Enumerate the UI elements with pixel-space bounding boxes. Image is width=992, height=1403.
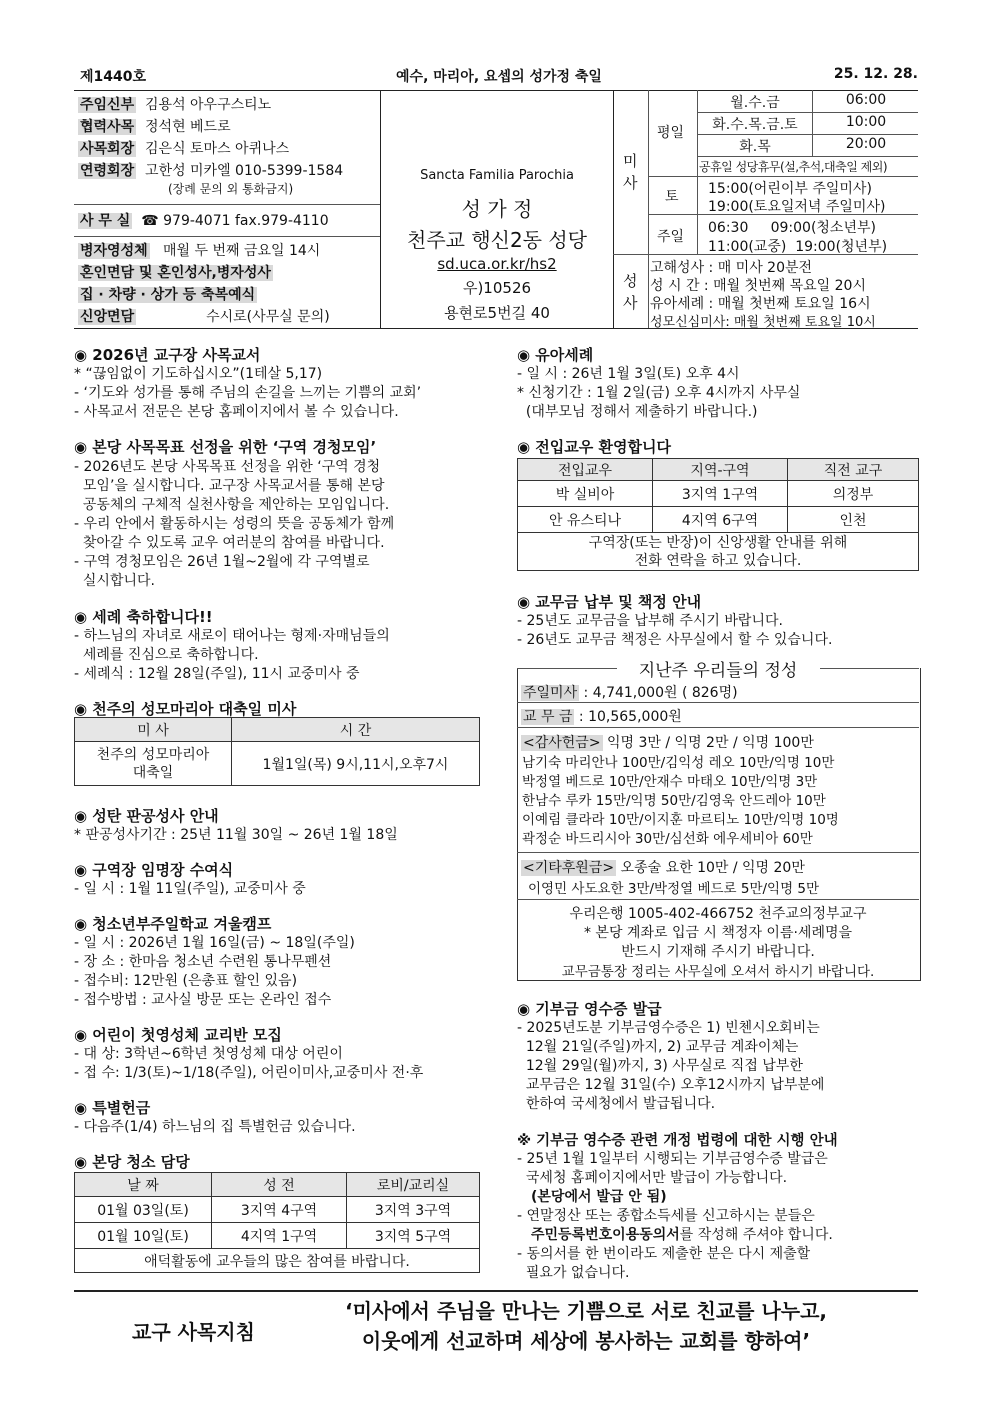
table-header: 직전 교구 — [788, 459, 919, 481]
divider — [517, 702, 919, 703]
table-cell: 01월 03일(토) — [75, 1197, 212, 1223]
weekday-2-time: 10:00 — [845, 114, 887, 130]
thanks-offering-line: 남기숙 마리안나 100만/김익성 레오 10만/익명 10만 — [522, 755, 835, 771]
table-header: 시 간 — [232, 718, 480, 742]
bank-account: 우리은행 1005-402-466752 천주교의정부교구 — [569, 906, 867, 922]
council-label: 사목회장 — [80, 141, 135, 157]
sick-schedule: 매월 두 번째 금요일 14시 — [162, 243, 321, 259]
divider — [697, 156, 918, 157]
law-notice-line: 를 작성해 주셔야 합니다. — [679, 1227, 833, 1243]
law-notice-line: (본당에서 발급 안 됨) — [531, 1189, 667, 1205]
parish-latin: Sancta Familia Parochia — [420, 168, 574, 183]
top-rule — [74, 90, 918, 91]
footer-label: 교구 사목지침 — [132, 1320, 255, 1344]
weekday-1-days: 월.수.금 — [730, 95, 780, 111]
receipt-line: 12월 29일(월)까지, 3) 사무실로 직접 납부한 — [517, 1058, 803, 1074]
listening-meeting-line: - 2026년도 본당 사목목표 선정을 위한 ‘구역 경청 — [74, 459, 381, 475]
divider — [517, 852, 919, 853]
table-header: 성 전 — [212, 1173, 347, 1197]
newcomers-table — [517, 458, 919, 571]
feast-title: 예수, 마리아, 요셉의 성가정 축일 — [396, 69, 602, 85]
table-header: 전입교우 — [518, 459, 653, 481]
listening-meeting-line: - 우리 안에서 활동하시는 성령의 뜻을 공동체가 함께 — [74, 516, 395, 532]
saturday-label: 토 — [665, 189, 679, 205]
dues-total-label: 교 무 금 — [523, 709, 573, 725]
camp-line: - 접수비: 12만원 (은총표 할인 있음) — [74, 973, 298, 989]
divider — [74, 204, 380, 205]
receipt-line: 교무금은 12월 31일(수) 오후12시까지 납부분에 — [517, 1077, 825, 1093]
receipt-line: - 2025년도분 기부금영수증은 1) 빈첸시오회비는 — [517, 1020, 820, 1036]
bank-note: * 본당 계좌로 입금 시 책정자 이름·세례명을 — [583, 925, 853, 941]
receipt-title: ◉ 기부금 영수증 발급 — [517, 1000, 662, 1018]
table-header: 미 사 — [75, 718, 232, 742]
newcomers-title: ◉ 전입교우 환영합니다 — [517, 438, 671, 456]
other-donation-line: 오종술 요한 10만 / 익명 20만 — [616, 860, 805, 876]
table-header: 날 짜 — [75, 1173, 212, 1197]
divider — [648, 90, 649, 328]
law-notice-line: - 동의서를 한 번이라도 제출한 분은 다시 제출할 — [517, 1246, 811, 1262]
camp-title: ◉ 청소년부주일학교 겨울캠프 — [74, 915, 272, 933]
table-cell: 3지역 5구역 — [347, 1223, 480, 1249]
thanks-offering-line: 한남수 루카 15만/익명 50만/김영욱 안드레아 10만 — [522, 793, 826, 809]
bank-note: 반드시 기재해 주시기 바랍니다. — [621, 944, 815, 960]
footer-motto-line: 이웃에게 선교하며 세상에 봉사하는 교회를 향하여’ — [361, 1329, 811, 1353]
table-cell: 3지역 3구역 — [347, 1197, 480, 1223]
pastoral-letter-title: ◉ 2026년 교구장 사목교서 — [74, 346, 261, 364]
issue-date: 25. 12. 28. — [833, 66, 918, 82]
weekday-2-days: 화.수.목.금.토 — [712, 117, 798, 133]
appointment-title: ◉ 구역장 임명장 수여식 — [74, 861, 234, 879]
infant-baptism-title: ◉ 유아세례 — [517, 346, 594, 364]
mass-label: 미 사 — [623, 152, 638, 192]
parish-name: 성 가 정 — [461, 197, 533, 221]
infant-baptism-line: * 신청기간 : 1월 2일(금) 오후 4시까지 사무실 — [517, 385, 801, 401]
sunday-mass-1: 06:30 09:00(청소년부) — [708, 220, 876, 236]
table-cell: 3지역 1구역 — [653, 481, 788, 507]
faith-label: 신앙면담 — [80, 309, 135, 325]
parish-info — [382, 92, 612, 323]
listening-meeting-title: ◉ 본당 사목목표 선정을 위한 ‘구역 경청모임’ — [74, 438, 377, 456]
marian-mass-info: 성모신심미사: 매월 첫번째 토요일 10시 — [650, 315, 876, 330]
camp-line: - 일 시 : 2026년 1월 16일(금) ~ 18일(주일) — [74, 935, 355, 951]
pastoral-letter-line: - 사목교서 전문은 본당 홈페이지에서 볼 수 있습니다. — [74, 404, 399, 420]
solemnity-mass-table — [74, 717, 480, 786]
cleaning-title: ◉ 본당 청소 담당 — [74, 1153, 190, 1171]
infant-baptism-info: 유아세례 : 매월 첫번째 토요일 16시 — [650, 296, 871, 312]
law-notice-title: ※ 기부금 영수증 관련 개정 법령에 대한 시행 안내 — [517, 1133, 838, 1149]
divider — [648, 176, 918, 177]
marriage-label: 혼인면담 및 혼인성사,병자성사 — [80, 265, 271, 281]
baptism-line: - 세례식 : 12월 28일(주일), 11시 교중미사 중 — [74, 666, 360, 682]
council-name: 김은식 토마스 아퀴나스 — [145, 141, 290, 157]
thanks-offering-line: 박정열 베드로 10만/안재수 마태오 10만/익명 3만 — [522, 774, 818, 790]
pastor-name: 김용석 아우구스티노 — [145, 97, 272, 113]
infant-baptism-line: - 일 시 : 26년 1월 3일(토) 오후 4시 — [517, 366, 740, 382]
camp-line: - 접수방법 : 교사실 방문 또는 온라인 접수 — [74, 992, 332, 1008]
table-footer: 애덕활동에 교우들의 많은 참여를 바랍니다. — [75, 1249, 480, 1273]
office-label: 사 무 실 — [80, 213, 131, 229]
infant-baptism-line: (대부모님 정해서 제출하기 바랍니다.) — [517, 404, 758, 420]
footer-rule — [74, 1290, 918, 1292]
table-cell: 박 실비아 — [518, 481, 653, 507]
saturday-mass-1: 15:00(어린이부 주일미사) — [708, 181, 872, 197]
office-phone: ☎ 979-4071 fax.979-4110 — [141, 213, 329, 229]
pastoral-letter-line: * “끊임없이 기도하십시오”(1테살 5,17) — [74, 366, 323, 382]
confession-title: ◉ 성탄 판공성사 안내 — [74, 807, 219, 825]
table-header: 지역-구역 — [653, 459, 788, 481]
receipt-line: 한하여 국세청에서 발급됩니다. — [517, 1096, 716, 1112]
holy-hour-info: 성 시 간 : 매월 첫번째 목요일 20시 — [650, 278, 866, 294]
communion-class-title: ◉ 어린이 첫영성체 교리반 모집 — [74, 1026, 282, 1044]
table-cell: 4지역 1구역 — [212, 1223, 347, 1249]
listening-meeting-line: 공동체의 구체적 실천사항을 제안하는 모임입니다. — [74, 497, 390, 513]
table-footer-line: 구역장(또는 반장)이 신앙생활 안내를 위해 — [588, 534, 848, 551]
table-cell: 3지역 4구역 — [212, 1197, 347, 1223]
receipt-line: 12월 21일(주일)까지, 2) 교무금 계좌이체는 — [517, 1039, 799, 1055]
footer-motto — [296, 1296, 876, 1356]
baptism-line: - 하느님의 자녀로 새로이 태어나는 형제·자매님들의 — [74, 628, 390, 644]
deacon-name: 정석현 베드로 — [145, 119, 231, 135]
special-offering-title: ◉ 특별헌금 — [74, 1099, 151, 1117]
dues-line: - 26년도 교무금 책정은 사무실에서 할 수 있습니다. — [517, 632, 833, 648]
parish-address: 용현로5번길 40 — [444, 304, 550, 322]
bank-note: 교무금통장 정리는 사무실에 오셔서 하시기 바랍니다. — [561, 964, 875, 980]
divider — [697, 90, 698, 254]
communion-class-line: - 대 상: 3학년~6학년 첫영성체 대상 어린이 — [74, 1046, 343, 1062]
parish-url[interactable]: sd.uca.or.kr/hs2 — [437, 255, 557, 273]
law-notice-line: 필요가 없습니다. — [517, 1265, 630, 1281]
divider — [380, 90, 381, 328]
listening-meeting-line: - 구역 경청모임은 26년 1월~2월에 각 구역별로 — [74, 554, 370, 570]
baptism-line: 세례를 진심으로 축하합니다. — [74, 647, 259, 663]
dues-line: - 25년도 교무금을 납부해 주시기 바랍니다. — [517, 613, 783, 629]
other-donation-label: <기타후원금> — [523, 860, 615, 876]
weekday-note: 공휴일 성당휴무(설,추석,대축일 제외) — [699, 160, 888, 174]
weekday-3-time: 20:00 — [845, 136, 887, 152]
divider — [517, 727, 919, 728]
assoc-name: 고한성 미카엘 010-5399-1584 — [145, 163, 344, 179]
thanks-offering-line: 익명 3만 / 익명 2만 / 익명 100만 — [602, 735, 814, 751]
parish-zip: 우)10526 — [462, 279, 532, 297]
saturday-mass-2: 19:00(토요일저녁 주일미사) — [708, 199, 886, 215]
thanks-offering-line: 곽정순 바드리시아 30만/심선화 에우세비아 60만 — [522, 831, 813, 847]
confession-info: 고해성사 : 매 미사 20분전 — [650, 260, 813, 276]
baptism-title: ◉ 세례 축하합니다!! — [74, 608, 213, 626]
listening-meeting-line: 찾아갈 수 있도록 교우 여러분의 참여를 바랍니다. — [74, 535, 385, 551]
weekday-1-time: 06:00 — [845, 92, 887, 108]
cleaning-table — [74, 1172, 480, 1273]
offering-box-title: 지난주 우리들의 정성 — [638, 661, 798, 681]
weekday-3-days: 화.목 — [739, 139, 771, 155]
table-cell: 1월1일(목) 9시,11시,오후7시 — [232, 742, 480, 786]
assoc-label: 연령회장 — [80, 163, 135, 179]
divider — [517, 899, 919, 900]
divider — [613, 90, 614, 328]
pastoral-letter-line: - ‘기도와 성가를 통해 주님의 손길을 느끼는 기쁨의 교회’ — [74, 385, 422, 401]
sacrament-label: 성 사 — [623, 272, 638, 312]
divider — [812, 90, 813, 156]
footer-motto-line: ‘미사에서 주님을 만나는 기쁨으로 서로 친교를 나누고, — [344, 1299, 827, 1323]
table-cell: 01월 10일(토) — [75, 1223, 212, 1249]
bulletin-header — [80, 64, 918, 86]
special-offering-line: - 다음주(1/4) 하느님의 집 특별헌금 있습니다. — [74, 1119, 356, 1135]
table-header: 로비/교리실 — [347, 1173, 480, 1197]
sunday-offering-label: 주일미사 — [523, 685, 578, 701]
pastor-label: 주임신부 — [80, 97, 135, 113]
other-donation-line: 이영민 사도요한 3만/박정열 베드로 5만/익명 5만 — [528, 881, 820, 897]
camp-line: - 장 소 : 한마음 청소년 수련원 통나무펜션 — [74, 954, 332, 970]
listening-meeting-line: 실시합니다. — [74, 573, 155, 589]
table-cell: 안 유스티나 — [518, 507, 653, 533]
solemnity-mass-title: ◉ 천주의 성모마리아 대축일 미사 — [74, 700, 297, 718]
blessing-label: 집 · 차량 · 상가 등 축복예식 — [80, 287, 256, 303]
sunday-offering-value: : 4,741,000원 ( 826명) — [579, 685, 738, 701]
sunday-mass-2: 11:00(교중) 19:00(청년부) — [708, 239, 888, 255]
law-notice-line: - 연말정산 또는 종합소득세를 신고하시는 분들은 — [517, 1208, 815, 1224]
divider — [697, 112, 918, 113]
weekday-label: 평일 — [657, 125, 685, 141]
faith-schedule: 수시로(사무실 문의) — [206, 309, 330, 325]
assoc-note: (장례 문의 외 통화금지) — [168, 182, 294, 196]
thanks-offering-line: 이예림 클라라 10만/이지훈 마르티노 10만/익명 10명 — [522, 812, 839, 828]
divider — [697, 134, 918, 135]
table-cell: 의정부 — [788, 481, 919, 507]
sick-label: 병자영성체 — [80, 243, 148, 259]
law-notice-line: 국세청 홈페이지에서만 발급이 가능합니다. — [517, 1170, 788, 1186]
sunday-label: 주일 — [657, 229, 685, 245]
confession-line: * 판공성사기간 : 25년 11월 30일 ~ 26년 1월 18일 — [74, 827, 398, 843]
table-footer — [518, 533, 919, 571]
parish-church: 천주교 행신2동 성당 — [407, 228, 587, 252]
table-cell: 천주의 성모마리아 대축일 — [75, 742, 232, 786]
table-cell: 인천 — [788, 507, 919, 533]
issue-number: 제1440호 — [80, 69, 147, 85]
appointment-line: - 일 시 : 1월 11일(주일), 교중미사 중 — [74, 881, 306, 897]
listening-meeting-line: 모임’을 실시합니다. 교구장 사목교서를 통해 본당 — [74, 478, 385, 494]
table-footer-line: 전화 연락을 하고 있습니다. — [634, 552, 802, 569]
dues-total-value: : 10,565,000원 — [574, 709, 682, 725]
deacon-label: 협력사목 — [80, 119, 135, 135]
table-cell: 4지역 6구역 — [653, 507, 788, 533]
thanks-offering-label: <감사헌금> — [523, 735, 601, 751]
communion-class-line: - 접 수: 1/3(토)~1/18(주일), 어린이미사,교중미사 전·후 — [74, 1065, 424, 1081]
divider — [74, 236, 380, 237]
law-notice-line: - 25년 1월 1일부터 시행되는 기부금영수증 발급은 — [517, 1151, 828, 1167]
consent-form-name: 주민등록번호이용동의서 — [531, 1227, 680, 1243]
dues-title: ◉ 교무금 납부 및 책정 안내 — [517, 593, 702, 611]
